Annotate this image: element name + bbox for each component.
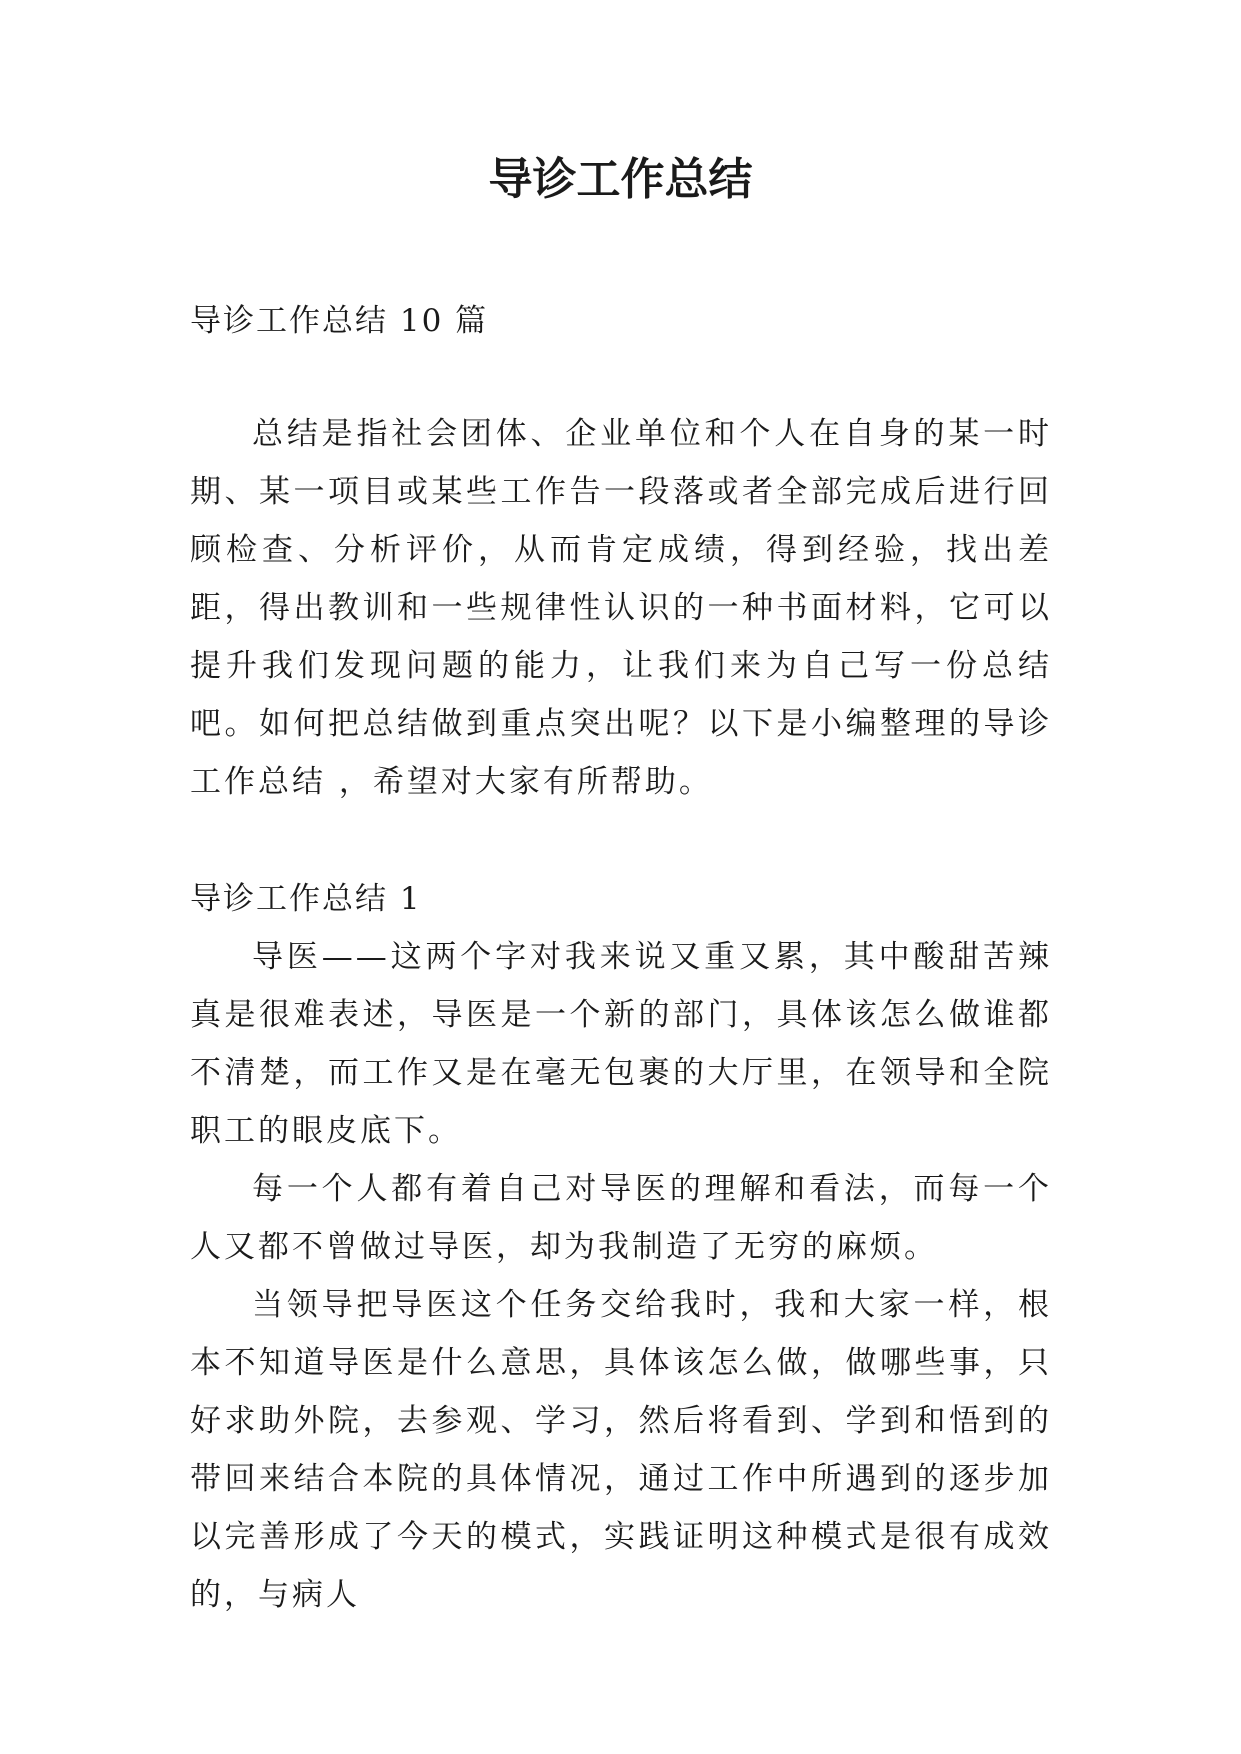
document-subtitle: 导诊工作总结 10 篇 <box>190 303 489 339</box>
intro-section <box>190 405 1052 811</box>
section-body <box>190 928 1052 1624</box>
body-paragraph: 每一个人都有着自己对导医的理解和看法，而每一个人又都不曾做过导医，却为我制造了无穷的麻烦。 <box>190 1171 1052 1265</box>
page-title: 导诊工作总结 <box>488 154 753 205</box>
section-heading: 导诊工作总结 1 <box>190 881 422 917</box>
intro-paragraph: 总结是指社会团体、企业单位和个人在自身的某一时期、某一项目或某些工作告一段落或者全部完成后进行回顾检查、分析评价，从而肯定成绩，得到经验，找出差距，得出教训和一些规律性认识的一种书面材料，它可以提升我们发现问题的能力，让我们来为自己写一份总结吧。如何把总结做到重点突出呢？以下是小编整理的导诊工作总结 ，希望对大家有所帮助。 <box>190 416 1052 800</box>
body-paragraph: 当领导把导医这个任务交给我时，我和大家一样，根本不知道导医是什么意思，具体该怎么做，做哪些事，只好求助外院，去参观、学习，然后将看到、学到和悟到的带回来结合本院的具体情况，通过工作中所遇到的逐步加以完善形成了今天的模式，实践证明这种模式是很有成效的，与病人 <box>190 1287 1052 1613</box>
body-paragraph: 导医——这两个字对我来说又重又累，其中酸甜苦辣真是很难表述，导医是一个新的部门，具体该怎么做谁都不清楚，而工作又是在毫无包裹的大厅里，在领导和全院职工的眼皮底下。 <box>190 939 1052 1149</box>
